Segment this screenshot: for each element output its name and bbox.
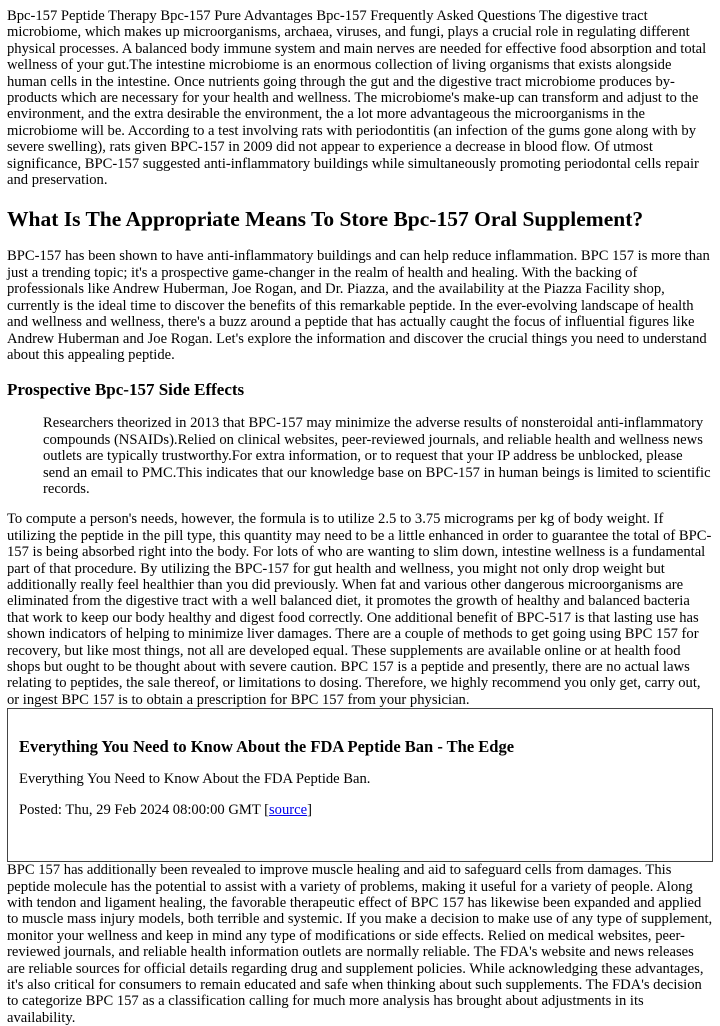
intro-paragraph: Bpc-157 Peptide Therapy Bpc-157 Pure Advantages Bpc-157 Frequently Asked Questions The digestive tract microbiome, which makes up microorganisms, archaea, viruses, and fungi, plays a crucial role in regulating different physical processes. A balanced body immune system and main nerves are needed for effective food absorption and total wellness of your gut.The intestine microbiome is an enormous collection of living organisms that exists alongside human cells in the intestine. Once nutrients going through the gut and the digestive tract microbiome produces by-products which are necessary for your health and wellness. The microbiome's make-up can transform and adjust to the environment, and the extra desirable the environment, the a lot more advantageous the microorganisms in the microbiome will be. According to a test involving rats with periodontitis (an infection of the gums gone along with by severe swelling), rats given BPC-157 in 2009 did not appear to experience a decrease in blood flow. Of utmost significance, BPC-157 suggested anti-inflammatory buildings while simultaneously promoting periodontal cells repair and preservation.	[7, 8, 707, 189]
body-paragraph-4: BPC 157 has additionally been revealed to improve muscle healing and aid to safeguard cells from damages. This peptide molecule has the potential to assist with a variety of problems, making it useful for a variety of people. Along with tendon and ligament healing, the favorable therapeutic effect of BPC 157 has likewise been expanded and applied to muscle mass injury models, both terrible and systemic. If you make a decision to make use of any type of supplement, monitor your wellness and keep in mind any type of modifications or side effects. Relied on medical websites, peer-reviewed journals, and reliable health information outlets are normally reliable. The FDA's website and news releases are reliable sources for official details regarding drug and supplement policies. While acknowledging these advantages, it's also critical for consumers to remain educated and safe when thinking about such supplements. The FDA's decision to categorize BPC 157 as a classification calling for much more analysis has brought about adjustments in its availability.	[7, 862, 713, 1026]
body-paragraph-2: BPC-157 has been shown to have anti-inflammatory buildings and can help reduce inflammation. BPC 157 is more than just a trending topic; it's a prospective game-changer in the realm of health and healing. With the backing of professionals like Andrew Huberman, Joe Rogan, and Dr. Piazza, and the availability at the Piazza Facility shop, currently is the ideal time to discover the benefits of this remarkable peptide. In the ever-evolving landscape of health and wellness and wellness, there's a buzz around a peptide that has actually caught the focus of influential figures like Andrew Huberman and Joe Rogan. Let's explore the information and discover the crucial things you need to understand about this appealing peptide.	[7, 248, 710, 363]
main-heading: What Is The Appropriate Means To Store Bpc-157 Oral Supplement?	[7, 207, 644, 232]
blockquote	[43, 415, 713, 497]
news-box-summary: Everything You Need to Know About the FDA Peptide Ban.	[19, 771, 371, 788]
posted-suffix: ]	[307, 801, 312, 818]
source-link[interactable]: source	[269, 801, 308, 818]
posted-date: Posted: Thu, 29 Feb 2024 08:00:00 GMT [	[19, 801, 269, 818]
news-box	[7, 708, 713, 862]
body-paragraph-3: To compute a person's needs, however, the formula is to utilize 2.5 to 3.75 micrograms per kg of body weight. If utilizing the peptide in the pill type, this quantity may need to be a little enhanced in order to guarantee the total of BPC-157 is being absorbed right into the body. For lots of who are wanting to slim down, intestine wellness is a fundamental part of that procedure. By utilizing the BPC-157 for gut health and wellness, you might not only drop weight but additionally really feel healthier than you did previously. When fat and various other dangerous microorganisms are eliminated from the digestive tract with a well balanced diet, it promotes the growth of healthy and balanced bacteria that work to keep our body healthy and digest food correctly. One additional benefit of BPC-517 is that lasting use has shown indicators of helping to minimize liver damages. There are a couple of methods to get going using BPC 157 for recovery, but like most things, not all are developed equal. These supplements are available online or at health food shops but ought to be thought about with severe caution. BPC 157 is a peptide and presently, there are no actual laws relating to peptides, the sale thereof, or limitations to dosing. Therefore, we highly recommend you only get, carry out, or ingest BPC 157 is to obtain a prescription for BPC 157 from your physician.	[7, 511, 712, 708]
side-effects-heading: Prospective Bpc-157 Side Effects	[7, 380, 245, 400]
news-box-title: Everything You Need to Know About the FDA Peptide Ban - The Edge	[19, 737, 515, 757]
article	[0, 8, 720, 1026]
blockquote-text: Researchers theorized in 2013 that BPC-157 may minimize the adverse results of nonsteroidal anti-inflammatory compounds (NSAIDs).Relied on clinical websites, peer-reviewed journals, and reliable health and wellness news outlets are typically trustworthy.For extra information, or to request that your IP address be unblocked, please send an email to PMC.This indicates that our knowledge base on BPC-157 in human beings is limited to scientific records.	[43, 415, 711, 497]
news-box-posted	[19, 802, 700, 818]
